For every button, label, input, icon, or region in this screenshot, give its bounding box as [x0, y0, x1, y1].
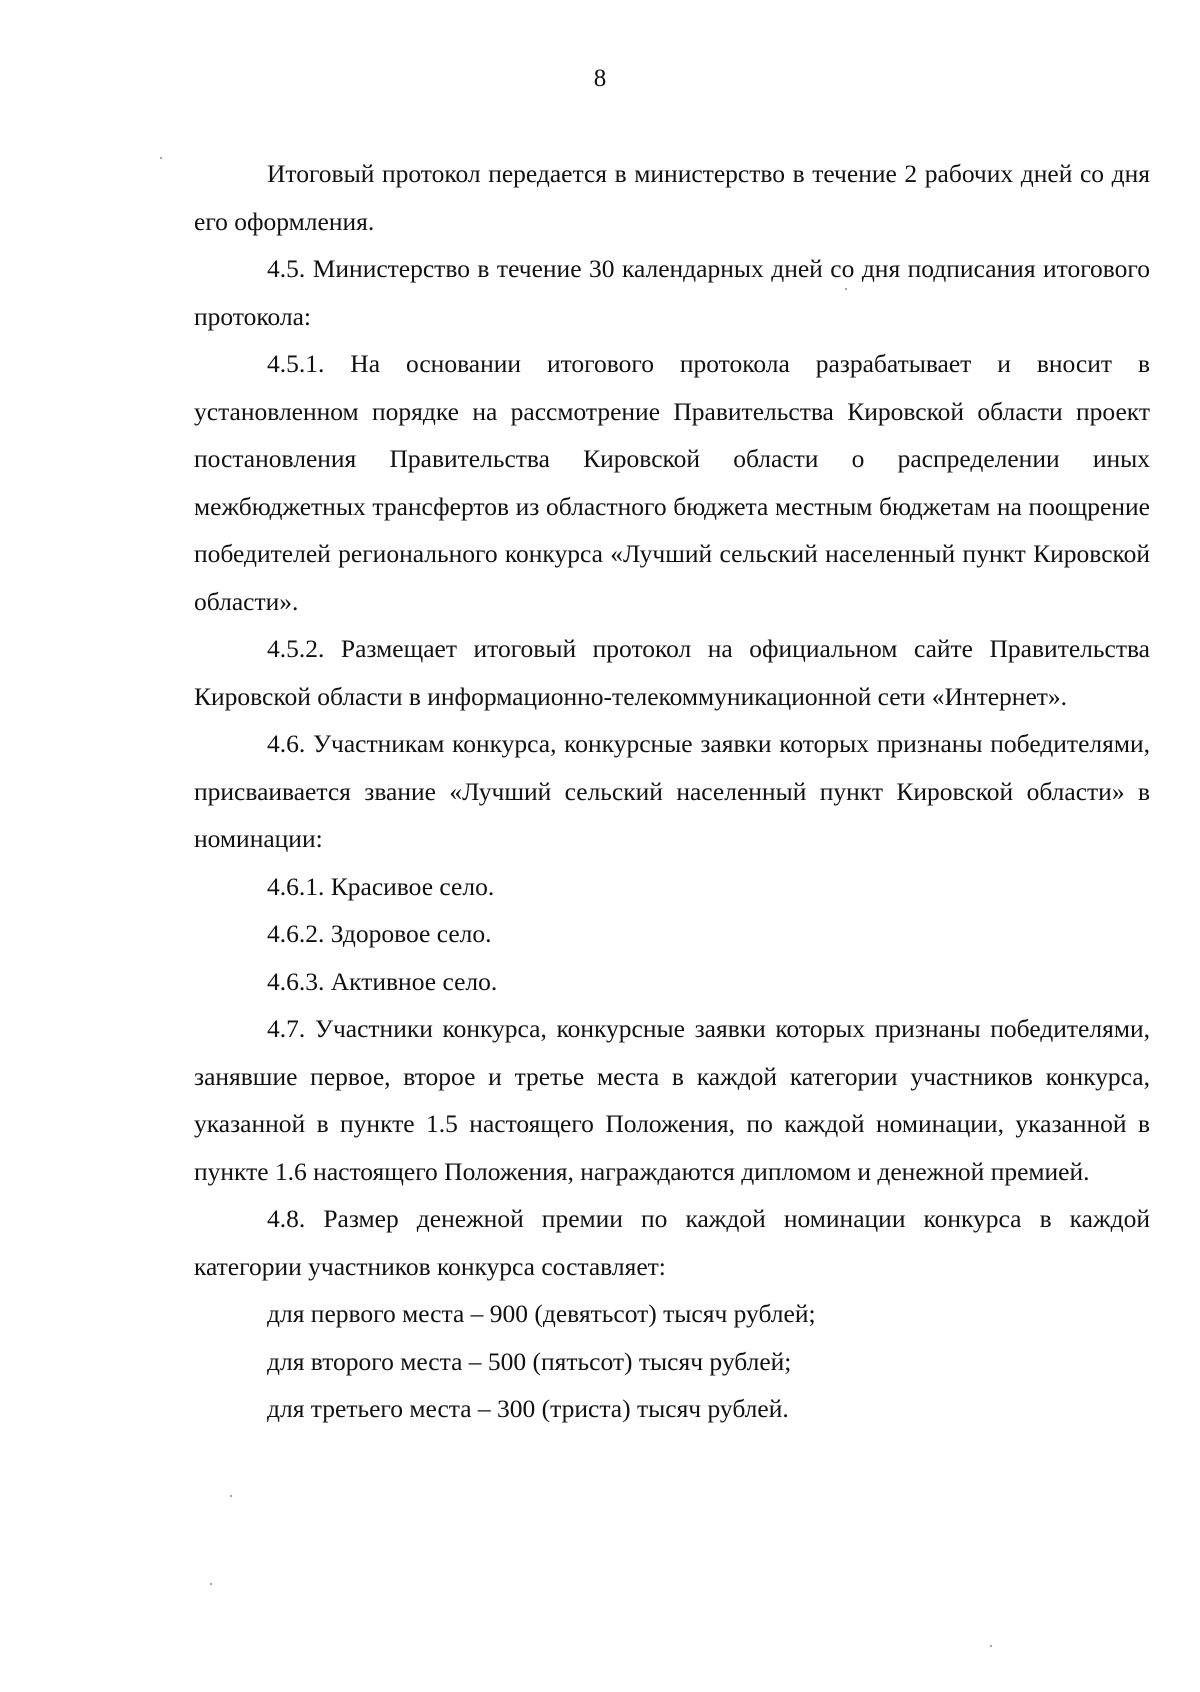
- document-body: [194, 150, 1150, 1433]
- paragraph-4-6: 4.6. Участникам конкурса, конкурсные заявки которых признаны победителями, присваивается звание «Лучший сельский населенный пункт Кировской области» в номинации:: [194, 729, 1150, 853]
- paragraph-4-6-3: 4.6.3. Активное село.: [267, 966, 498, 996]
- scan-speck: [160, 157, 162, 159]
- prize-second-place: для второго места – 500 (пятьсот) тысяч рублей;: [267, 1346, 792, 1376]
- scan-speck: [990, 1645, 992, 1647]
- paragraph-4-5-1: 4.5.1. На основании итогового протокола разрабатывает и вносит в установленном порядке на рассмотрение Правительства Кировской области проект постановления Правительства Кировской области о распределении иных межбюджетных трансфертов из областного бюджета местным бюджетам на поощрение победителей регионального конкурса «Лучший сельский населенный пункт Кировской области».: [194, 349, 1150, 616]
- paragraph-4-6-1: 4.6.1. Красивое село.: [267, 871, 495, 901]
- scan-speck: [845, 288, 847, 290]
- scan-speck: [210, 1583, 212, 1585]
- paragraph-4-5-2: 4.5.2. Размещает итоговый протокол на официальном сайте Правительства Кировской области в информационно-телекоммуникационной сети «Интернет».: [194, 634, 1150, 711]
- paragraph-4-5: 4.5. Министерство в течение 30 календарных дней со дня подписания итогового протокола:: [194, 254, 1150, 331]
- paragraph-4-7: 4.7. Участники конкурса, конкурсные заявки которых признаны победителями, занявшие первое, второе и третье места в каждой категории участников конкурса, указанной в пункте 1.5 настоящего Положения, по каждой номинации, указанной в пункте 1.6 настоящего Положения, награждаются дипломом и денежной премией.: [194, 1014, 1150, 1186]
- page-number: 8: [593, 65, 607, 92]
- scan-speck: [230, 1495, 232, 1497]
- paragraph-protocol-transfer: Итоговый протокол передается в министерство в течение 2 рабочих дней со дня его оформления.: [194, 159, 1150, 236]
- prize-first-place: для первого места – 900 (девятьсот) тысяч рублей;: [267, 1299, 816, 1328]
- prize-third-place: для третьего места – 300 (триста) тысяч рублей.: [267, 1394, 789, 1423]
- paragraph-4-8: 4.8. Размер денежной премии по каждой номинации конкурса в каждой категории участников конкурса составляет:: [194, 1204, 1150, 1281]
- paragraph-4-6-2: 4.6.2. Здоровое село.: [267, 919, 492, 948]
